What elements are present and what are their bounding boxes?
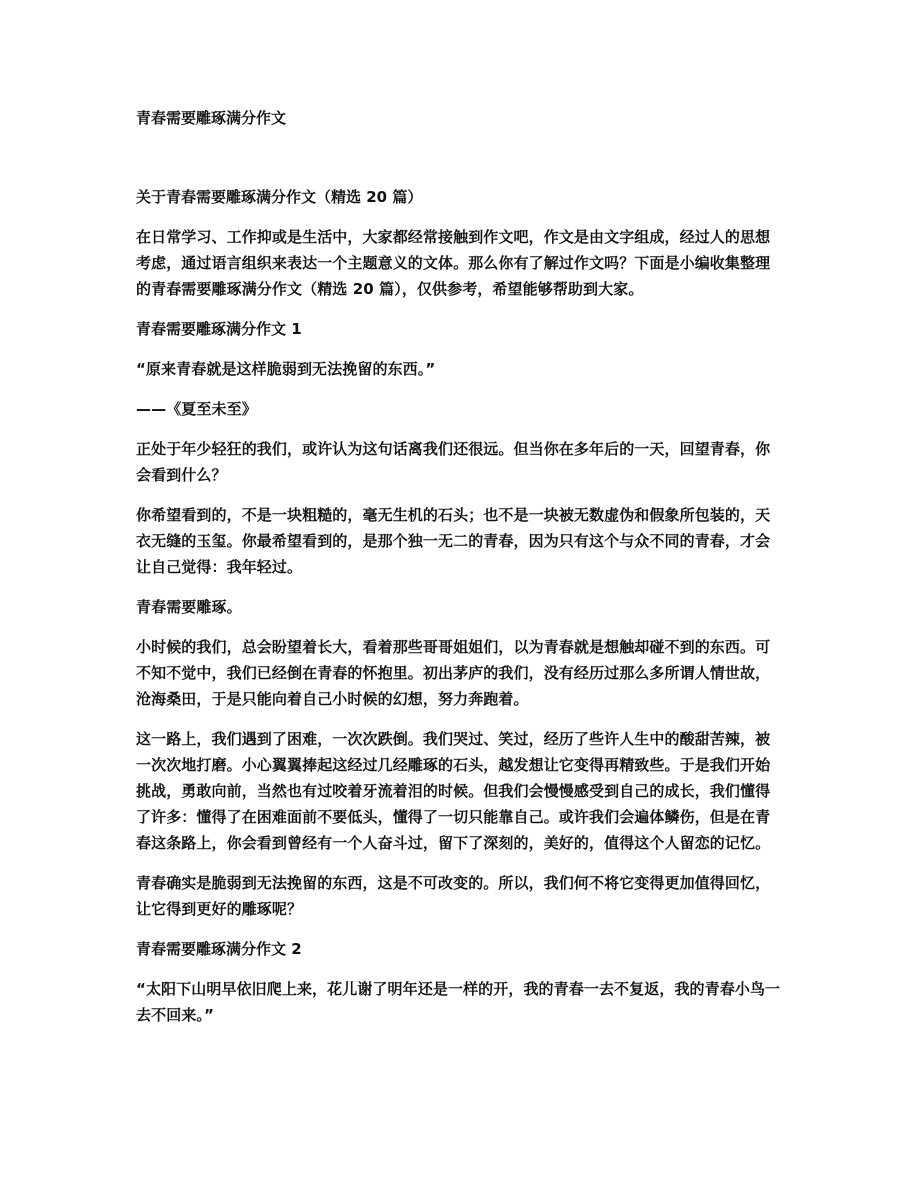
body-paragraph: 青春确实是脆弱到无法挽留的东西，这是不可改变的。所以，我们何不将它变得更加值得回忆，让它得到更好的雕琢呢？ (136, 874, 771, 918)
body-paragraph: 正处于年少轻狂的我们，或许认为这句话离我们还很远。但当你在多年后的一天，回望青春，你会看到什么？ (136, 440, 771, 484)
quote-source: ——《夏至未至》 (136, 400, 257, 418)
section-heading: 关于青春需要雕琢满分作文（精选 20 篇） (136, 188, 423, 206)
body-paragraph: 你希望看到的，不是一块粗糙的，毫无生机的石头；也不是一块被无数虚伪和假象所包装的，天衣无缝的玉玺。你最希望看到的，是那个独一无二的青春，因为只有这个与众不同的青春，才会让自己觉得：我年轻过。 (136, 506, 771, 576)
body-paragraph: 这一路上，我们遇到了困难，一次次跌倒。我们哭过、笑过，经历了些许人生中的酸甜苦辣，被一次次地打磨。小心翼翼捧起这经过几经雕琢的石头，越发想让它变得再精致些。于是我们开始挑战，勇敢向前，当然也有过咬着牙流着泪的时候。但我们会慢慢感受到自己的成长，我们懂得了许多：懂得了在困难面前不要低头，懂得了一切只能靠自己。或许我们会遍体鳞伤，但是在青春这条路上，你会看到曾经有一个人奋斗过，留下了深刻的，美好的，值得这个人留恋的记忆。 (136, 730, 771, 852)
essay-2-heading: 青春需要雕琢满分作文 2 (136, 940, 302, 958)
body-paragraph: 青春需要雕琢。 (136, 598, 242, 616)
document-title: 青春需要雕琢满分作文 (136, 109, 287, 127)
document-body (136, 184, 784, 1042)
intro-paragraph: 在日常学习、工作抑或是生活中，大家都经常接触到作文吧，作文是由文字组成，经过人的思想考虑，通过语言组织来表达一个主题意义的文体。那么你有了解过作文吗？下面是小编收集整理的青春需要雕琢满分作文（精选 20 篇），仅供参考，希望能够帮助到大家。 (136, 228, 771, 298)
body-paragraph: 小时候的我们，总会盼望着长大，看着那些哥哥姐姐们，以为青春就是想触却碰不到的东西。可不知不觉中，我们已经倒在青春的怀抱里。初出茅庐的我们，没有经历过那么多所谓人情世故，沧海桑田，于是只能向着自己小时候的幻想，努力奔跑着。 (136, 638, 771, 708)
essay-1-heading: 青春需要雕琢满分作文 1 (136, 320, 302, 338)
quote-paragraph: “太阳下山明早依旧爬上来，花儿谢了明年还是一样的开，我的青春一去不复返，我的青春小鸟一去不回来。” (136, 980, 781, 1024)
quote-paragraph: “原来青春就是这样脆弱到无法挽留的东西。” (136, 360, 436, 378)
